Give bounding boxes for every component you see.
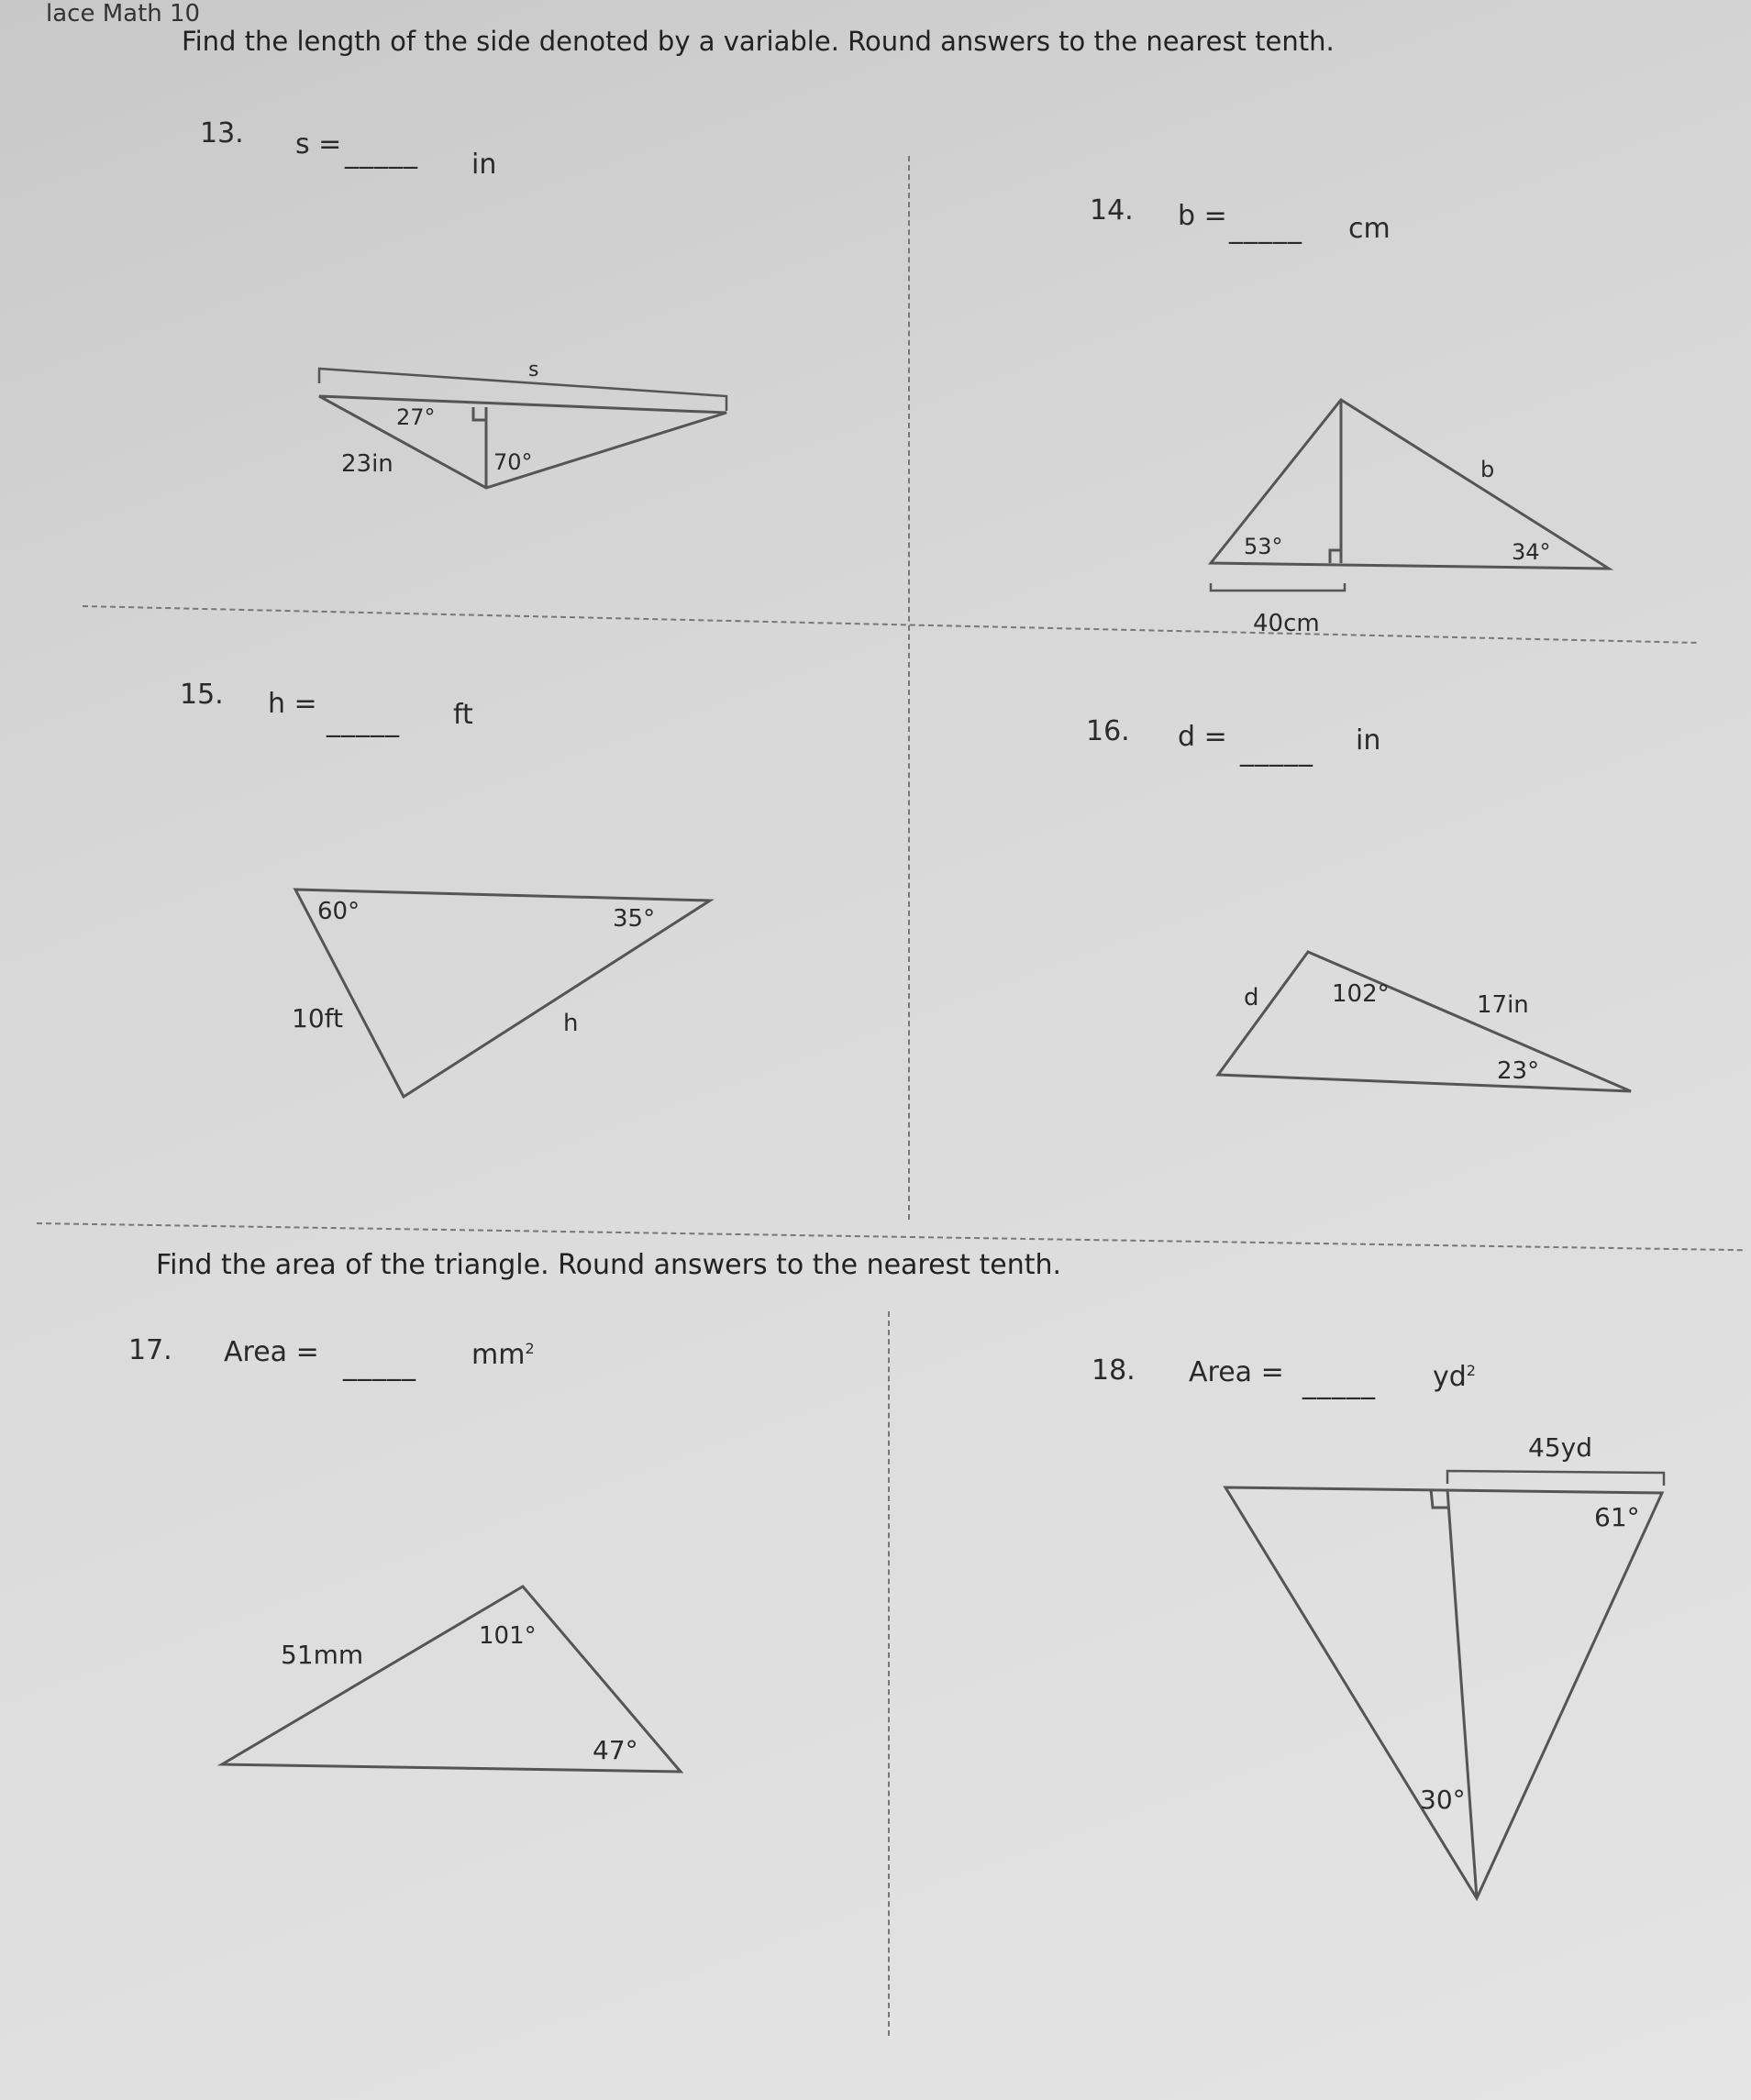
label-base-40cm: 40cm — [1253, 610, 1320, 637]
label-side-17in: 17in — [1477, 991, 1529, 1019]
answer-label: h = — [268, 688, 317, 720]
answer-blank[interactable]: _____ — [1302, 1368, 1376, 1400]
answer-label: d = — [1178, 721, 1227, 753]
answer-label: Area = — [1189, 1356, 1284, 1388]
label-angle-60: 60° — [317, 898, 360, 925]
answer-blank[interactable]: _____ — [345, 138, 418, 170]
label-side-10ft: 10ft — [292, 1003, 343, 1033]
problem-number: 13. — [200, 117, 244, 149]
answer-unit: cm — [1348, 213, 1391, 245]
label-b: b — [1480, 457, 1495, 482]
figure-18-triangle — [1225, 1432, 1664, 1898]
label-angle-30: 30° — [1420, 1785, 1466, 1815]
answer-blank[interactable]: _____ — [343, 1350, 416, 1382]
label-angle-70: 70° — [493, 449, 533, 475]
answer-blank[interactable]: _____ — [1229, 213, 1302, 245]
answer-unit: ft — [453, 699, 473, 731]
label-top-45yd: 45yd — [1528, 1432, 1592, 1463]
label-angle-101: 101° — [479, 1622, 537, 1650]
label-angle-61: 61° — [1594, 1502, 1640, 1532]
section1-instruction: Find the length of the side denoted by a variable. Round answers to the nearest tenth. — [182, 26, 1335, 57]
figure-14-triangle — [1211, 400, 1609, 637]
figure-16-triangle — [1218, 952, 1631, 1091]
label-side-51mm: 51mm — [281, 1640, 364, 1670]
problem-number: 16. — [1086, 715, 1130, 747]
label-angle-53: 53° — [1244, 534, 1283, 559]
label-angle-34: 34° — [1512, 539, 1551, 565]
answer-label: Area = — [224, 1336, 319, 1368]
figure-17-triangle — [222, 1586, 681, 1772]
label-angle-27: 27° — [396, 404, 436, 430]
problem-number: 17. — [128, 1334, 172, 1366]
label-angle-47: 47° — [593, 1735, 638, 1765]
answer-unit: $mm^2$ — [471, 1339, 535, 1371]
answer-blank[interactable]: _____ — [327, 706, 400, 738]
answer-unit: in — [1356, 724, 1381, 757]
problem-number: 18. — [1092, 1354, 1136, 1387]
figure-13-triangle — [319, 359, 726, 488]
problem-number: 14. — [1090, 194, 1134, 227]
label-d: d — [1244, 984, 1259, 1011]
answer-unit: $yd^2$ — [1433, 1361, 1476, 1393]
label-angle-23: 23° — [1497, 1057, 1540, 1085]
section2-instruction: Find the area of the triangle. Round answers to the nearest tenth. — [156, 1249, 1062, 1281]
label-angle-35: 35° — [613, 905, 656, 933]
answer-blank[interactable]: _____ — [1240, 735, 1313, 768]
problem-number: 15. — [180, 679, 224, 711]
label-side-23in: 23in — [341, 450, 393, 478]
label-h: h — [563, 1010, 579, 1037]
answer-label: b = — [1178, 200, 1227, 232]
answer-unit: in — [471, 149, 497, 181]
course-header: lace Math 10 — [46, 0, 201, 28]
answer-label: s = — [295, 128, 342, 160]
figure-15-triangle — [292, 890, 710, 1097]
label-angle-102: 102° — [1332, 980, 1390, 1008]
label-s: s — [528, 359, 539, 381]
